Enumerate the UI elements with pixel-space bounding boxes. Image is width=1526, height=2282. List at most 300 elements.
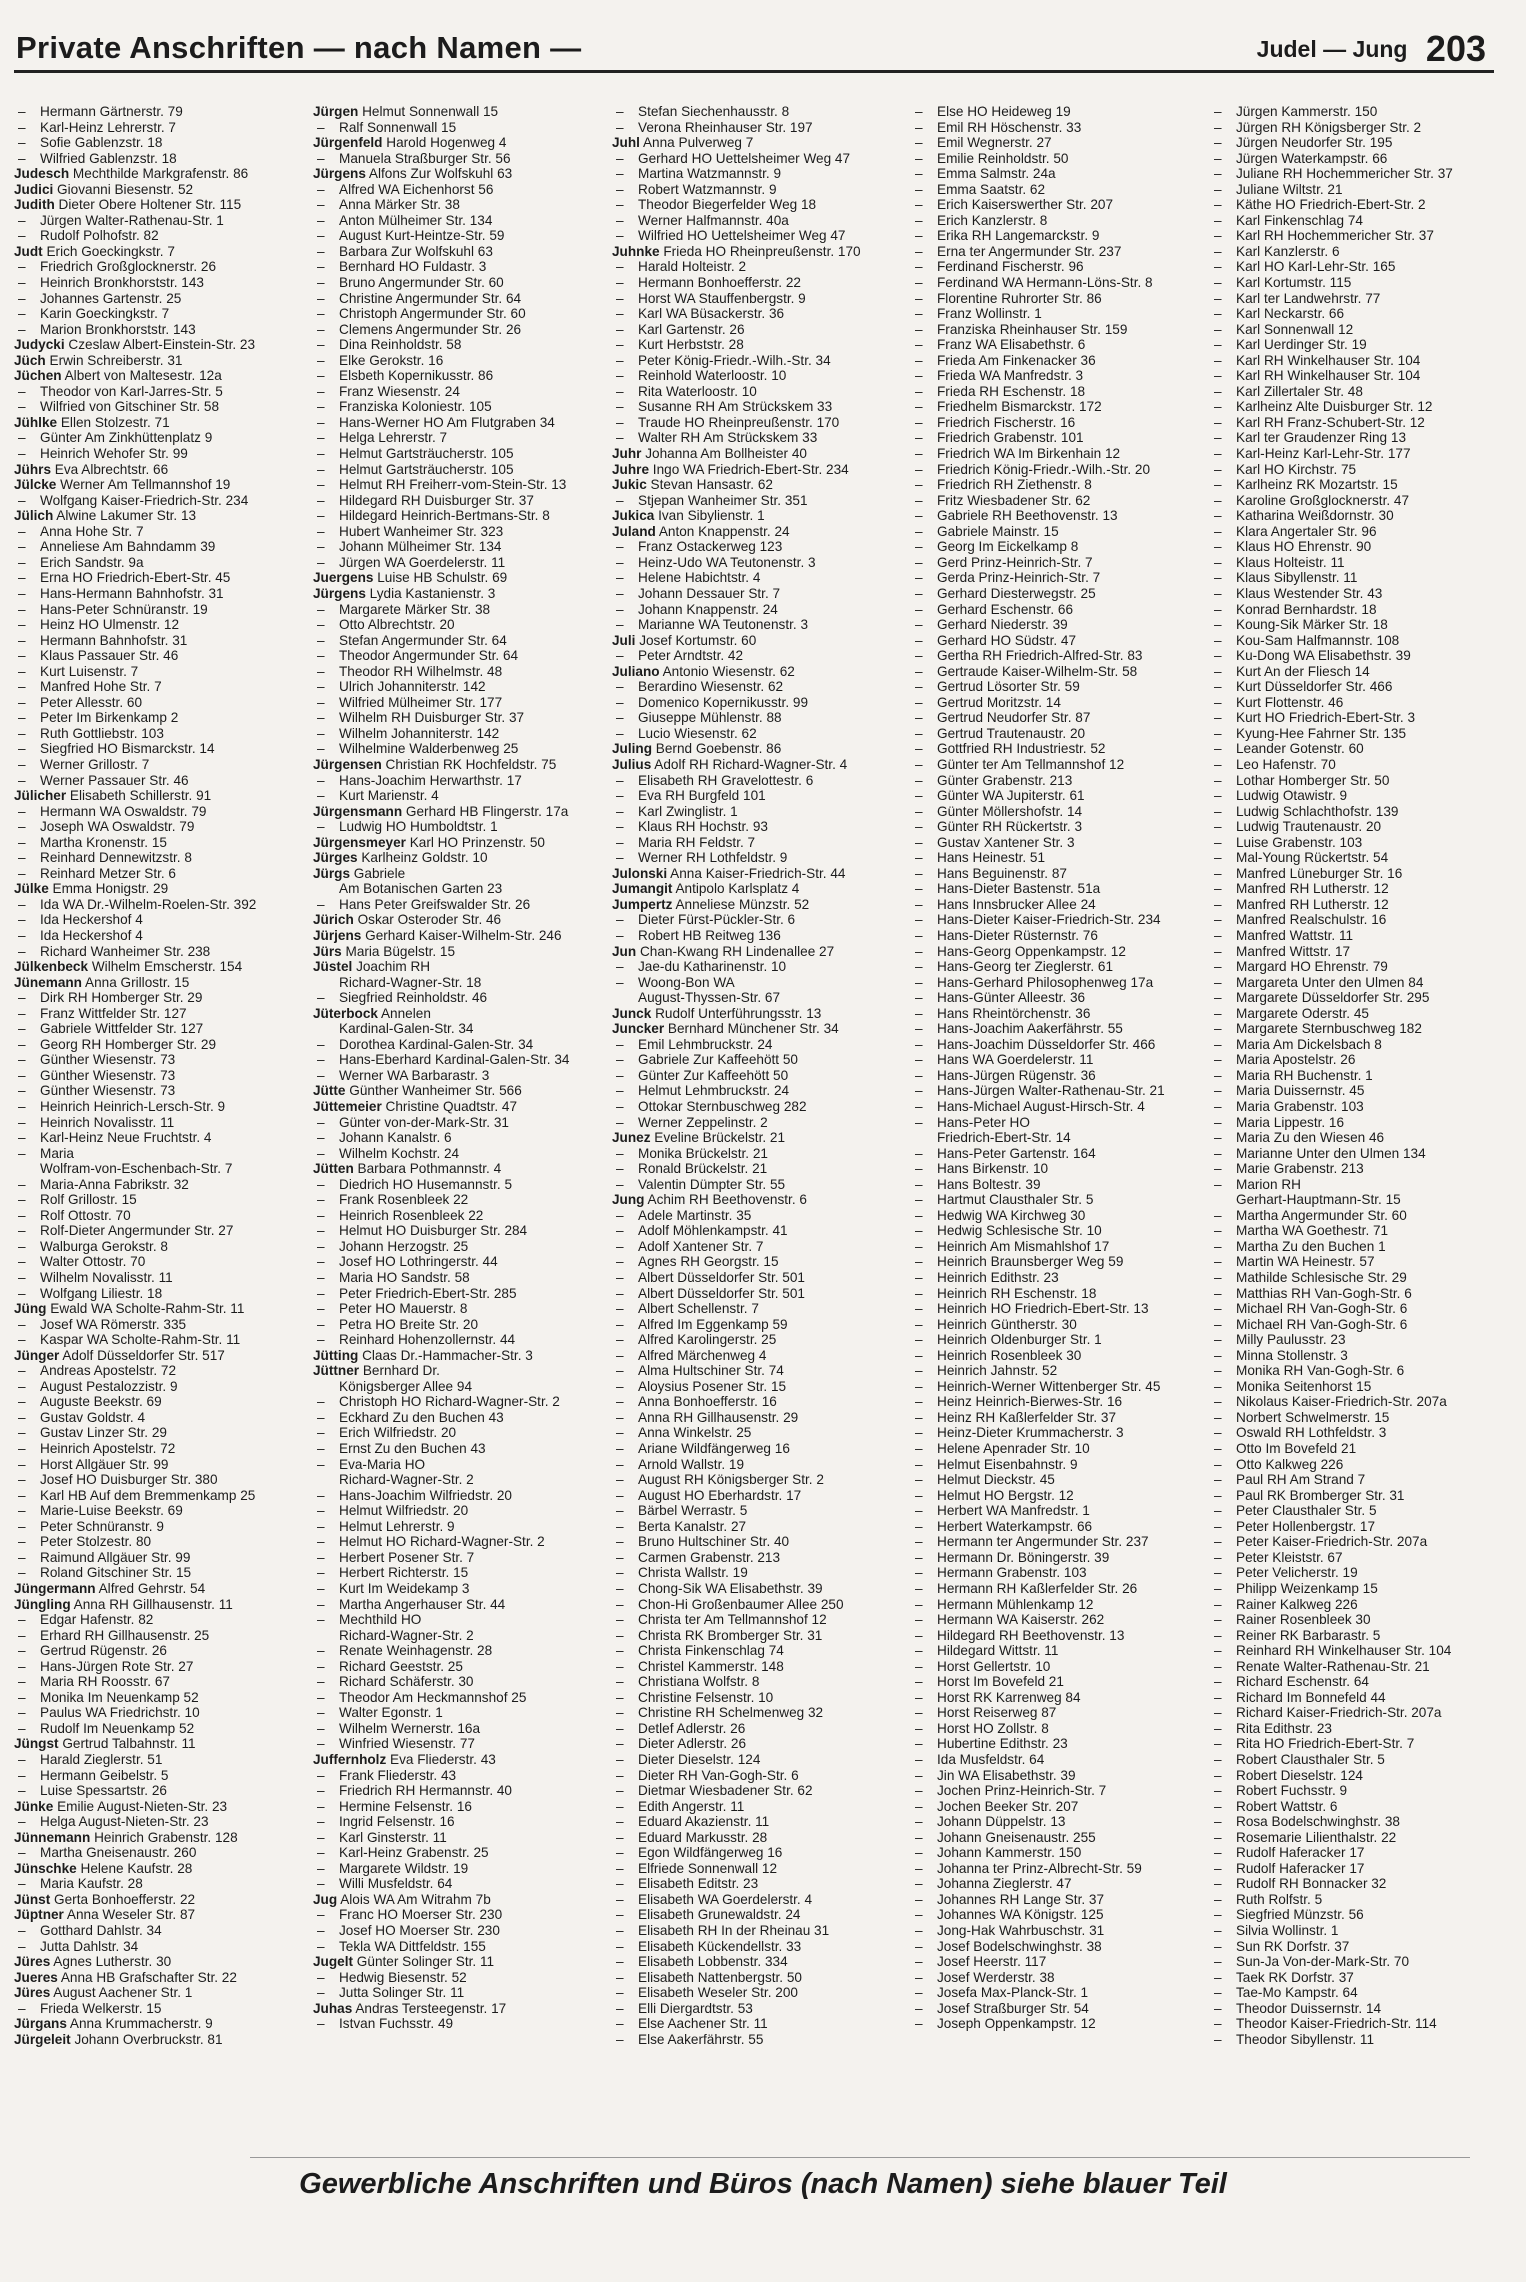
ditto-dash: – [616,337,624,353]
ditto-dash: – [317,1580,325,1596]
directory-entry: – Silvia Wollinstr. 1 [1210,1923,1509,1939]
ditto-dash: – [317,1969,325,1985]
directory-entry: – Klaus Holteistr. 11 [1210,555,1509,571]
directory-entry: – Robert Clausthaler Str. 5 [1210,1752,1509,1768]
ditto-dash: – [915,679,923,695]
ditto-dash: – [1214,1580,1222,1596]
directory-entry: – Hans-Werner HO Am Flutgraben 34 [313,415,612,431]
directory-entry: – Robert Watzmannstr. 9 [612,182,911,198]
surname: Jürgenfeld [313,135,383,151]
directory-entry: – Günter Grabenstr. 213 [911,773,1210,789]
ditto-dash: – [1214,1876,1222,1892]
directory-entry: Julonski Anna Kaiser-Friedrich-Str. 44 [612,865,846,881]
ditto-dash: – [317,1689,325,1705]
address-continuation: Königsberger Allee 94 [339,1378,473,1394]
directory-entry: – Joseph WA Oswaldstr. 79 [14,819,313,835]
directory-entry: – Heinrich Rosenbleek 30 [911,1348,1210,1364]
directory-entry: Jürjens Gerhard Kaiser-Wilhelm-Str. 246 [313,927,562,943]
surname: Jung [612,1192,645,1208]
ditto-dash: – [317,648,325,664]
ditto-dash: – [915,1705,923,1721]
directory-entry: – Peter Kleiststr. 67 [1210,1550,1509,1566]
directory-entry: – Klaus HO Ehrenstr. 90 [1210,539,1509,555]
directory-entry: – Norbert Schwelmerstr. 15 [1210,1410,1509,1426]
ditto-dash: – [1214,1394,1222,1410]
directory-entry: – Herbert Waterkampstr. 66 [911,1519,1210,1535]
ditto-dash: – [18,1067,26,1083]
footer-divider [250,2157,1470,2158]
directory-entry: – Walburga Gerokstr. 8 [14,1239,313,1255]
ditto-dash: – [915,803,923,819]
ditto-dash: – [18,228,26,244]
ditto-dash: – [317,181,325,197]
directory-entry: – Hermann Gärtnerstr. 79 [14,104,313,120]
ditto-dash: – [616,819,624,835]
directory-entry: – Heinz Heinrich-Bierwes-Str. 16 [911,1394,1210,1410]
ditto-dash: – [18,523,26,539]
directory-entry: – Karin Goeckingkstr. 7 [14,306,313,322]
ditto-dash: – [317,1814,325,1830]
ditto-dash: – [1214,243,1222,259]
directory-entry: – Peter Kaiser-Friedrich-Str. 207a [1210,1534,1509,1550]
ditto-dash: – [1214,1161,1222,1177]
ditto-dash: – [317,632,325,648]
directory-entry: – Lucio Wiesenstr. 62 [612,726,911,742]
ditto-dash: – [1214,1798,1222,1814]
ditto-dash: – [1214,896,1222,912]
ditto-dash: – [915,337,923,353]
directory-entry: – Anna Bonhoefferstr. 16 [612,1394,911,1410]
ditto-dash: – [915,1596,923,1612]
directory-entry: – Hans-Jürgen Rote Str. 27 [14,1659,313,1675]
surname: Jünger [14,1347,60,1363]
page-header [14,26,1494,73]
directory-entry: Junck Rudolf Unterführungsstr. 13 [612,1005,822,1021]
directory-entry: – Margarete Oderstr. 45 [1210,1006,1509,1022]
directory-entry: Jünschke Helene Kaufstr. 28 [14,1860,193,1876]
directory-entry: – Bruno Angermunder Str. 60 [313,275,612,291]
ditto-dash: – [1214,1099,1222,1114]
directory-entry: Jürgs Gabriele [313,865,406,881]
ditto-dash: – [317,1534,325,1550]
ditto-dash: – [18,1332,26,1348]
ditto-dash: – [317,337,325,353]
directory-entry: – Elisabeth RH In der Rheinau 31 [612,1923,911,1939]
ditto-dash: – [317,119,325,135]
ditto-dash: – [616,710,624,726]
directory-entry: – Helga Lehrerstr. 7 [313,430,612,446]
ditto-dash: – [18,383,26,399]
directory-entry: – Hans-Georg ter Zieglerstr. 61 [911,959,1210,975]
ditto-dash: – [915,601,923,617]
ditto-dash: – [317,212,325,228]
directory-entry: – Florentine Ruhrorter Str. 86 [911,291,1210,307]
directory-entry: – Hans Birkenstr. 10 [911,1161,1210,1177]
ditto-dash: – [317,1130,325,1146]
ditto-dash: – [1214,1565,1222,1581]
ditto-dash: – [915,1207,923,1223]
ditto-dash: – [616,181,624,197]
directory-entry: – Ida Musfeldstr. 64 [911,1752,1210,1768]
ditto-dash: – [1214,1052,1222,1068]
address-continuation: Friedrich-Ebert-Str. 14 [937,1130,1071,1146]
directory-entry: – Tekla WA Dittfeldstr. 155 [313,1939,612,1955]
directory-entry: Jünst Gerta Bonhoefferstr. 22 [14,1891,196,1907]
surname: Jürich [313,912,354,928]
directory-entry: – Karl Uerdinger Str. 19 [1210,337,1509,353]
ditto-dash: – [616,927,624,943]
directory-entry: – Maria RH Feldstr. 7 [612,835,911,851]
surname: Jütting [313,1347,359,1363]
directory-entry: – Verona Rheinhauser Str. 197 [612,120,911,136]
directory-entry: – Franz WA Elisabethstr. 6 [911,337,1210,353]
directory-entry: – Albert Düsseldorfer Str. 501 [612,1286,911,1302]
ditto-dash: – [18,1145,26,1161]
directory-entry: – Rainer Rosenbleek 30 [1210,1612,1509,1628]
surname: Jürgensen [313,756,382,772]
directory-entry: – Heinrich-Werner Wittenberger Str. 45 [911,1379,1210,1395]
ditto-dash: – [915,1798,923,1814]
directory-entry: – Anna RH Gillhausenstr. 29 [612,1410,911,1426]
directory-entry: – Hans Boltestr. 39 [911,1177,1210,1193]
ditto-dash: – [616,1674,624,1690]
ditto-dash: – [18,1036,26,1052]
directory-entry: – Gertrud Moritzstr. 14 [911,695,1210,711]
ditto-dash: – [616,306,624,322]
directory-entry: – Frieda WA Manfredstr. 3 [911,368,1210,384]
ditto-dash: – [915,492,923,508]
ditto-dash: – [1214,1487,1222,1503]
directory-entry: – Maria Kaufstr. 28 [14,1876,313,1892]
surname: Jürgensmeyer [313,834,406,850]
directory-entry: – Friedrich RH Ziethenstr. 8 [911,477,1210,493]
ditto-dash: – [915,1503,923,1519]
ditto-dash: – [1214,1845,1222,1861]
ditto-dash: – [1214,710,1222,726]
ditto-dash: – [18,1720,26,1736]
ditto-dash: – [317,788,325,804]
directory-entry: Jüttner Bernhard Dr. [313,1363,440,1379]
ditto-dash: – [915,912,923,928]
directory-entry: – Jürgen Walter-Rathenau-Str. 1 [14,213,313,229]
directory-entry: – Karl WA Büsackerstr. 36 [612,306,911,322]
directory-entry: – Peter Arndtstr. 42 [612,648,911,664]
ditto-dash: – [18,1783,26,1799]
directory-entry: – Ulrich Johanniterstr. 142 [313,679,612,695]
directory-column [911,104,1210,2154]
ditto-dash: – [616,539,624,555]
directory-entry: Jüng Ewald WA Scholte-Rahm-Str. 11 [14,1301,245,1317]
ditto-dash: – [317,694,325,710]
ditto-dash: – [18,990,26,1006]
ditto-dash: – [915,1005,923,1021]
ditto-dash: – [1214,1021,1222,1037]
ditto-dash: – [1214,1176,1222,1192]
surname: Jun [612,943,637,959]
directory-entry: – Günter Möllershofstr. 14 [911,804,1210,820]
directory-entry: – Otto Im Bovefeld 21 [1210,1441,1509,1457]
directory-entry: – Rita Waterloostr. 10 [612,384,911,400]
ditto-dash: – [1214,1860,1222,1876]
directory-entry: – Karl Ginsterstr. 11 [313,1830,612,1846]
directory-entry: – Hermann WA Kaiserstr. 262 [911,1612,1210,1628]
directory-entry: – Walter Egonstr. 1 [313,1705,612,1721]
directory-entry: Juhas Andras Tersteegenstr. 17 [313,2000,507,2016]
ditto-dash: – [915,694,923,710]
directory-entry: – Hans-Joachim Herwarthstr. 17 [313,773,612,789]
directory-entry: – Carmen Grabenstr. 213 [612,1550,911,1566]
ditto-dash: – [616,1705,624,1721]
directory-entry: – Hans Innsbrucker Allee 24 [911,897,1210,913]
directory-entry: – Gustav Goldstr. 4 [14,1410,313,1426]
directory-entry: – Manfred RH Lutherstr. 12 [1210,897,1509,913]
ditto-dash: – [317,368,325,384]
directory-entry: – Michael RH Van-Gogh-Str. 6 [1210,1317,1509,1333]
ditto-dash: – [1214,383,1222,399]
ditto-dash: – [317,1518,325,1534]
ditto-dash: – [1214,1643,1222,1659]
ditto-dash: – [18,1751,26,1767]
ditto-dash: – [18,1441,26,1457]
ditto-dash: – [915,1891,923,1907]
directory-entry: – Paul RK Bromberger Str. 31 [1210,1488,1509,1504]
ditto-dash: – [1214,290,1222,306]
directory-entry: – Ida WA Dr.-Wilhelm-Roelen-Str. 392 [14,897,313,913]
ditto-dash: – [18,1409,26,1425]
surname: Judith [14,197,55,213]
directory-entry: – Karl Finkenschlag 74 [1210,213,1509,229]
ditto-dash: – [317,990,325,1006]
directory-entry: – Johann Knappenstr. 24 [612,602,911,618]
directory-entry: – Martha WA Goethestr. 71 [1210,1223,1509,1239]
directory-entry: – Anneliese Am Bahndamm 39 [14,539,313,555]
ditto-dash: – [616,1316,624,1332]
directory-entry: – Minna Stollenstr. 3 [1210,1348,1509,1364]
directory-entry: – Johann Düppelstr. 13 [911,1814,1210,1830]
ditto-dash: – [18,1005,26,1021]
directory-entry: – Herbert Posener Str. 7 [313,1550,612,1566]
directory-entry: – Richard Wanheimer Str. 238 [14,944,313,960]
surname: Jütten [313,1161,354,1177]
directory-entry: – Arnold Wallstr. 19 [612,1457,911,1473]
ditto-dash: – [915,1876,923,1892]
directory-entry: – Monika Im Neuenkamp 52 [14,1690,313,1706]
ditto-dash: – [317,1596,325,1612]
directory-entry: – Hans-Jürgen Rügenstr. 36 [911,1068,1210,1084]
ditto-dash: – [1214,1005,1222,1021]
directory-entry: – Heinrich Heinrich-Lersch-Str. 9 [14,1099,313,1115]
ditto-dash: – [317,1425,325,1441]
directory-entry: – Johann Herzogstr. 25 [313,1239,612,1255]
ditto-dash: – [1214,135,1222,151]
ditto-dash: – [18,1503,26,1519]
directory-entry: – Else Aachener Str. 11 [612,2016,911,2032]
directory-entry: – Alfred Märchenweg 4 [612,1348,911,1364]
ditto-dash: – [18,896,26,912]
ditto-dash: – [317,1301,325,1317]
ditto-dash: – [915,1363,923,1379]
ditto-dash: – [18,1114,26,1130]
ditto-dash: – [915,243,923,259]
ditto-dash: – [1214,1829,1222,1845]
surname: Jukic [612,477,647,493]
surname: Jüngling [14,1596,71,1612]
ditto-dash: – [18,943,26,959]
ditto-dash: – [915,119,923,135]
directory-entry: – Christoph Angermunder Str. 60 [313,306,612,322]
directory-entry: – Franc HO Moerser Str. 230 [313,1907,612,1923]
ditto-dash: – [18,663,26,679]
ditto-dash: – [616,1114,624,1130]
surname: Jüstel [313,959,353,975]
directory-entry: Juergens Luise HB Schulstr. 69 [313,570,508,586]
directory-entry: – Valentin Dümpter Str. 55 [612,1177,911,1193]
ditto-dash: – [915,477,923,493]
directory-entry: – Ku-Dong WA Elisabethstr. 39 [1210,648,1509,664]
directory-entry: – Hartmut Clausthaler Str. 5 [911,1192,1210,1208]
directory-entry: – Gertrud Rügenstr. 26 [14,1643,313,1659]
ditto-dash: – [18,1612,26,1628]
directory-entry: – Günter von-der-Mark-Str. 31 [313,1115,612,1131]
directory-entry: – Rudolf Haferacker 17 [1210,1861,1509,1877]
directory-entry: – Elisabeth Weseler Str. 200 [612,1985,911,2001]
ditto-dash: – [1214,259,1222,275]
ditto-dash: – [317,383,325,399]
directory-entry: – Albert Düsseldorfer Str. 501 [612,1270,911,1286]
surname: Juncker [612,1021,665,1037]
ditto-dash: – [616,1534,624,1550]
directory-entry: Jürgeleit Johann Overbruckstr. 81 [14,2031,223,2047]
directory-entry: – Taek RK Dorfstr. 37 [1210,1970,1509,1986]
ditto-dash: – [18,446,26,462]
ditto-dash: – [915,756,923,772]
ditto-dash: – [18,104,26,119]
directory-column [313,104,612,2154]
surname: Jürgens [313,166,366,182]
directory-entry: – Ruth Gottliebstr. 103 [14,726,313,742]
directory-entry: – Johannes WA Königstr. 125 [911,1907,1210,1923]
footer-note: Gewerbliche Anschriften und Büros (nach Namen) siehe blauer Teil [299,2168,1227,2200]
directory-entry: – Adolf Xantener Str. 7 [612,1239,911,1255]
directory-entry: – Martha Angerhauser Str. 44 [313,1597,612,1613]
directory-entry: – Peter Schnüranstr. 9 [14,1519,313,1535]
ditto-dash: – [317,819,325,835]
directory-entry: – Frieda Am Finkenacker 36 [911,353,1210,369]
ditto-dash: – [915,1736,923,1752]
directory-entry: – Otto Kalkweg 226 [1210,1457,1509,1473]
surname: Jürges [313,850,358,866]
ditto-dash: – [1214,477,1222,493]
ditto-dash: – [1214,1674,1222,1690]
surname: Jueres [14,1969,58,1985]
ditto-dash: – [317,430,325,446]
directory-entry: Juhr Johanna Am Bollheister 40 [612,446,807,462]
directory-entry: – Karl Sonnenwall 12 [1210,322,1509,338]
directory-entry: – Günter RH Rückertstr. 3 [911,819,1210,835]
directory-entry: – Gertha RH Friedrich-Alfred-Str. 83 [911,648,1210,664]
directory-entry: – Maria Am Dickelsbach 8 [1210,1037,1509,1053]
ditto-dash: – [616,228,624,244]
directory-entry: – Eduard Akazienstr. 11 [612,1814,911,1830]
ditto-dash: – [1214,1316,1222,1332]
directory-entry: – Franz Wittfelder Str. 127 [14,1006,313,1022]
directory-entry: – Hans-Dieter Bastenstr. 51a [911,881,1210,897]
directory-entry: – Johanna ter Prinz-Albrecht-Str. 59 [911,1861,1210,1877]
ditto-dash: – [915,788,923,804]
directory-entry: – Peter Friedrich-Ebert-Str. 285 [313,1286,612,1302]
directory-entry: – Günter WA Jupiterstr. 61 [911,788,1210,804]
address-continuation: Wolfram-von-Eschenbach-Str. 7 [40,1161,233,1177]
ditto-dash: – [18,725,26,741]
directory-entry: – Kurt Herbststr. 28 [612,337,911,353]
directory-entry: – Hans-Joachim Düsseldorfer Str. 466 [911,1037,1210,1053]
ditto-dash: – [915,306,923,322]
directory-entry: – Hans-Hermann Bahnhofstr. 31 [14,586,313,602]
ditto-dash: – [18,850,26,866]
directory-entry: – Susanne RH Am Strückskem 33 [612,399,911,415]
ditto-dash: – [915,1518,923,1534]
directory-entry: – Michael RH Van-Gogh-Str. 6 [1210,1301,1509,1317]
directory-entry: Jumangit Antipolo Karlsplatz 4 [612,881,800,897]
directory-entry: – Friedhelm Bismarckstr. 172 [911,399,1210,415]
directory-entry: – Bärbel Werrastr. 5 [612,1503,911,1519]
directory-entry: Jülkenbeck Wilhelm Emscherstr. 154 [14,959,243,975]
page-number: 203 [1425,28,1486,69]
directory-entry: – Hans-Peter Gartenstr. 164 [911,1146,1210,1162]
directory-entry: – Heinrich Oldenburger Str. 1 [911,1332,1210,1348]
ditto-dash: – [1214,648,1222,664]
directory-entry: – Adele Martinstr. 35 [612,1208,911,1224]
ditto-dash: – [616,1767,624,1783]
directory-entry: – Stjepan Wanheimer Str. 351 [612,493,911,509]
directory-entry: – Gustav Linzer Str. 29 [14,1425,313,1441]
directory-entry: – Josef Straßburger Str. 54 [911,2001,1210,2017]
ditto-dash: – [18,710,26,726]
directory-entry: – Helene Habichtstr. 4 [612,570,911,586]
directory-entry: – Heinz RH Kaßlerfelder Str. 37 [911,1410,1210,1426]
directory-entry: – Johanna Zieglerstr. 47 [911,1876,1210,1892]
ditto-dash: – [915,1021,923,1037]
ditto-dash: – [616,275,624,291]
directory-entry: Jüptner Anna Weseler Str. 87 [14,1907,196,1923]
directory-entry: – Johann Gneisenaustr. 255 [911,1830,1210,1846]
directory-entry: – Theodor Angermunder Str. 64 [313,648,612,664]
directory-entry: – Otto Albrechtstr. 20 [313,617,612,633]
directory-entry: – Hedwig Schlesische Str. 10 [911,1223,1210,1239]
ditto-dash: – [915,461,923,477]
ditto-dash: – [18,259,26,275]
directory-entry: – Hans-Peter HO [911,1115,1210,1131]
ditto-dash: – [616,1161,624,1177]
ditto-dash: – [1214,772,1222,788]
directory-entry: Jürgensmann Gerhard HB Flingerstr. 17a [313,803,569,819]
directory-entry: – Manuela Straßburger Str. 56 [313,151,612,167]
ditto-dash: – [915,1409,923,1425]
ditto-dash: – [915,1316,923,1332]
ditto-dash: – [18,1130,26,1146]
ditto-dash: – [915,1099,923,1114]
ditto-dash: – [915,1783,923,1799]
address-continuation: Richard-Wagner-Str. 2 [339,1472,474,1488]
ditto-dash: – [915,1969,923,1985]
ditto-dash: – [317,1503,325,1519]
ditto-dash: – [616,197,624,213]
directory-entry: Jürgens Lydia Kastanienstr. 3 [313,585,496,601]
directory-entry: – Margarete Wildstr. 19 [313,1861,612,1877]
ditto-dash: – [1214,1301,1222,1317]
directory-entry: – Elisabeth Kückendellstr. 33 [612,1939,911,1955]
directory-entry: Juncker Bernhard Münchener Str. 34 [612,1021,839,1037]
